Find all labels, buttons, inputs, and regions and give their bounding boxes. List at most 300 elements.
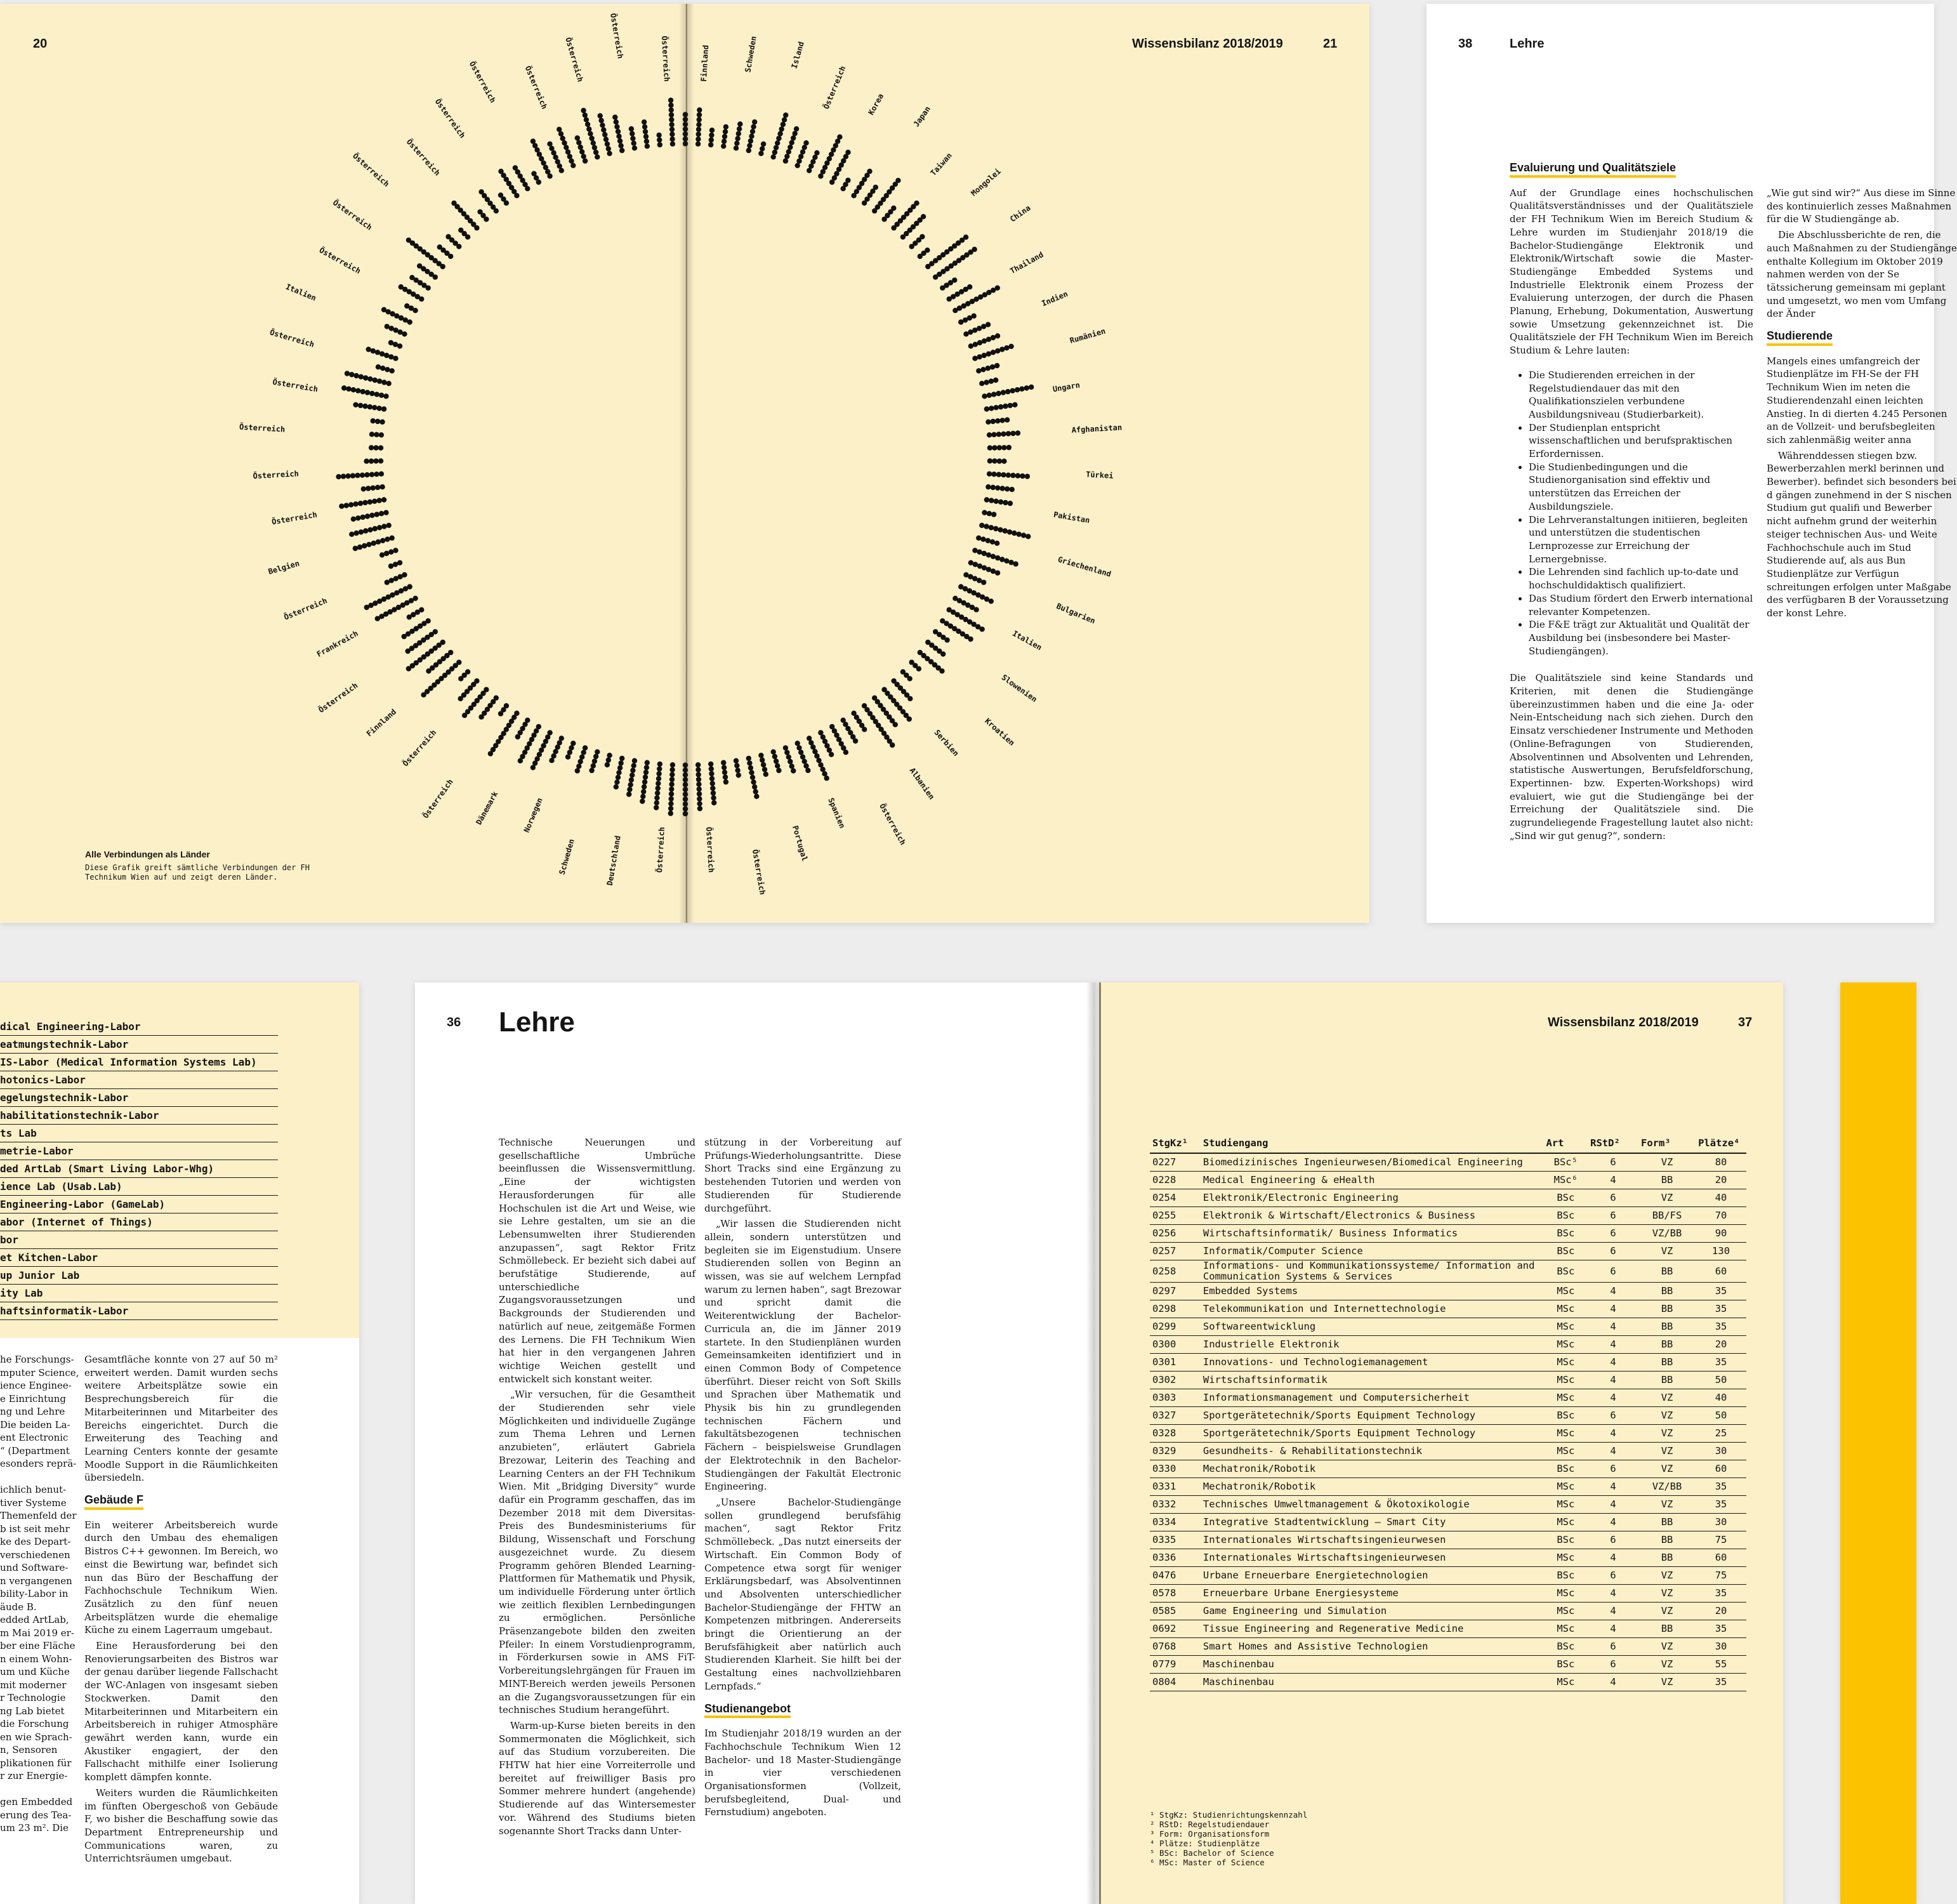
table-cell: Smart Homes and Assistive Technologien (1201, 1638, 1544, 1656)
connection-dot (374, 472, 379, 477)
table-cell: BB (1638, 1172, 1696, 1189)
connection-dot (786, 755, 791, 760)
connection-dot (697, 797, 702, 802)
connection-dot (618, 760, 623, 765)
lab-item: ded ArtLab (Smart Living Labor-Whg) (0, 1160, 278, 1178)
table-cell: 4 (1588, 1336, 1638, 1354)
text-line: ng Lab bietet (0, 1705, 65, 1717)
connection-dot (668, 801, 673, 806)
connection-dot (358, 501, 363, 506)
connection-dot (737, 121, 742, 126)
table-cell: BSc (1544, 1260, 1588, 1283)
text-line (0, 1471, 79, 1484)
table-cell: 0301 (1150, 1354, 1201, 1372)
table-cell: 30 (1696, 1443, 1746, 1460)
lab-item: up Junior Lab (0, 1267, 278, 1285)
table-cell: Maschinenbau (1201, 1656, 1544, 1674)
connection-dot (557, 127, 562, 132)
table-cell: Gesundheits- & Rehabilitationstechnik (1201, 1443, 1544, 1460)
table-cell: BSc (1544, 1407, 1588, 1425)
table-cell: 50 (1696, 1407, 1746, 1425)
running-header: Lehre (1510, 37, 1545, 51)
lab-item: bor (0, 1231, 278, 1249)
page-number-left: 20 (33, 37, 48, 51)
connection-dot (736, 131, 741, 136)
table-cell: 4 (1588, 1318, 1638, 1336)
connection-dot (985, 420, 991, 425)
connection-dot (657, 142, 662, 147)
list-item: • Die F&E trägt zur Aktualität und Qualität der Ausbildung bei (insbesondere bei Master-Studiengängen). (1529, 618, 1753, 658)
table-row (1150, 1425, 1746, 1443)
connection-dot (656, 133, 661, 138)
table-row (1150, 1443, 1746, 1460)
table-row (1150, 1478, 1746, 1496)
table-cell: 6 (1588, 1189, 1638, 1207)
country-label: Österreich (350, 151, 392, 189)
connection-dot (734, 141, 739, 146)
connection-dot (989, 598, 994, 604)
text-line: ience Enginee- (0, 1380, 72, 1391)
connection-dot (722, 770, 727, 775)
connection-dot (683, 782, 688, 787)
connection-dot (683, 802, 688, 807)
connection-dot (992, 458, 997, 463)
connection-dot (972, 314, 977, 319)
connection-dot (980, 367, 985, 372)
connection-dot (1000, 486, 1005, 491)
connection-dot (993, 378, 998, 383)
table-cell: 0227 (1150, 1153, 1201, 1172)
connection-dot (987, 472, 992, 477)
connection-dot (379, 484, 385, 489)
table-cell: 0336 (1150, 1549, 1201, 1567)
connection-dot (1003, 404, 1008, 409)
connection-dot (914, 201, 919, 206)
connection-dot (746, 756, 751, 761)
connection-dot (1025, 534, 1031, 539)
table-cell: 60 (1696, 1549, 1746, 1567)
connection-dot (814, 150, 819, 155)
connection-dot (386, 523, 392, 528)
connection-dot (589, 136, 594, 141)
table-cell: BSc (1544, 1567, 1588, 1585)
table-cell: 50 (1696, 1372, 1746, 1389)
spread-top (0, 4, 1369, 923)
connection-dot (1001, 459, 1006, 464)
connection-dot (642, 124, 647, 129)
connection-dot (365, 513, 370, 519)
lab-item: Engineering-Labor (GameLab) (0, 1196, 278, 1213)
connection-dot (371, 486, 376, 491)
table-cell: 0692 (1150, 1620, 1201, 1638)
programmes-table (1150, 1134, 1746, 1691)
country-label: Österreich (282, 596, 329, 622)
connection-dot (1001, 390, 1006, 395)
connection-dot (363, 528, 368, 533)
table-cell: 0257 (1150, 1243, 1201, 1260)
connection-dot (642, 784, 647, 790)
connection-dot (377, 379, 382, 384)
connection-dot (531, 171, 536, 176)
connection-dot (987, 393, 992, 398)
table-row (1150, 1585, 1746, 1603)
table-cell: MSc (1544, 1603, 1588, 1620)
connection-dot (697, 801, 702, 806)
connection-dot (784, 154, 789, 159)
country-label: China (1008, 203, 1032, 224)
table-cell: 30 (1696, 1638, 1746, 1656)
connection-dot (362, 543, 367, 548)
connection-dot (697, 107, 702, 112)
connection-dot (367, 376, 372, 381)
connection-dot (585, 122, 590, 127)
connection-dot (711, 790, 716, 795)
table-cell: 4 (1588, 1620, 1638, 1638)
connection-dot (997, 445, 1002, 450)
connection-dot (349, 532, 354, 537)
text-line: verschiedenen (0, 1549, 70, 1561)
country-label: Österreich (750, 849, 767, 896)
connection-dot (1011, 531, 1017, 536)
country-label: Italien (1011, 628, 1044, 652)
table-row (1150, 1283, 1746, 1300)
connection-dot (1005, 417, 1010, 422)
connection-dot (369, 458, 374, 463)
country-label: Ungarn (1051, 380, 1081, 394)
connection-dot (1010, 487, 1015, 492)
connection-dot (977, 550, 982, 555)
connection-dot (774, 145, 779, 150)
connection-dot (737, 126, 742, 131)
connection-dot (977, 354, 982, 359)
connection-dot (772, 754, 777, 759)
connection-dot (576, 140, 581, 145)
connection-dot (999, 557, 1005, 562)
country-label: Deutschland (605, 835, 623, 887)
connection-dot (458, 676, 463, 681)
connection-dot (683, 787, 688, 792)
text-line: Themenfeld der (0, 1510, 77, 1521)
lab-item: haftsinformatik-Labor (0, 1302, 278, 1320)
text-line: b ist seit mehr (0, 1523, 70, 1535)
connection-dot (379, 472, 384, 477)
connection-dot (994, 405, 999, 410)
connection-dot (378, 458, 383, 463)
connection-dot (803, 140, 808, 145)
connection-dot (381, 497, 386, 502)
connection-dot (794, 126, 799, 131)
connection-dot (336, 474, 341, 479)
table-cell: 0331 (1150, 1478, 1201, 1496)
connection-dot (385, 324, 390, 329)
connection-dot (377, 406, 382, 411)
connection-dot (478, 189, 484, 194)
table-cell: 35 (1696, 1300, 1746, 1318)
connection-dot (421, 692, 426, 697)
connection-dot (774, 758, 779, 764)
table-cell: Internationales Wirtschaftsingenieurwesen (1201, 1549, 1544, 1567)
connection-dot (996, 391, 1001, 396)
table-cell: MSc (1544, 1300, 1588, 1318)
table-cell: Internationales Wirtschaftsingenieurwesen (1201, 1531, 1544, 1549)
connection-dot (616, 129, 621, 134)
table-cell: 40 (1696, 1189, 1746, 1207)
connection-dot (669, 107, 674, 112)
text-line: ng und Lehre (0, 1406, 65, 1417)
country-label: Belgien (267, 559, 301, 576)
connection-dot (721, 760, 726, 765)
connection-dot (784, 750, 789, 755)
table-cell: Wirtschaftsinformatik (1201, 1372, 1544, 1389)
paragraph: Die Abschlussberichte de ren, die auch Maßnahmen zu der Studiengänge enthalte Kollegium im Oktober 2019 nahmen werden von der Se tätssicherung gemeinsam mi geplant und umgesetzt, wo men vom Umfang der Änder (1767, 229, 1957, 320)
connection-dot (386, 381, 392, 386)
text-line: m Mai 2019 er- (0, 1627, 74, 1639)
connection-dot (583, 112, 588, 117)
country-label: Slowenien (999, 673, 1039, 704)
connection-dot (437, 244, 442, 249)
table-cell: Maschinenbau (1201, 1674, 1544, 1691)
connection-dot (683, 136, 688, 142)
connection-dot (565, 754, 570, 759)
country-label: Thailand (1008, 250, 1045, 276)
connection-dot (345, 371, 350, 376)
text-line: um 23 m². Die (0, 1822, 69, 1834)
connection-dot (617, 765, 623, 770)
footnote: ⁵ BSc: Bachelor of Science (1150, 1848, 1274, 1858)
connection-dot (1017, 532, 1022, 537)
table-cell: VZ (1638, 1603, 1696, 1620)
text-line: ber eine Fläche (0, 1640, 76, 1651)
country-label: Frankreich (315, 628, 360, 659)
connection-dot (341, 473, 346, 479)
country-label: Albanien (907, 766, 937, 802)
connection-dot (351, 517, 356, 522)
table-cell: BSc (1544, 1531, 1588, 1549)
connection-dot (710, 786, 715, 791)
connection-dot (669, 791, 674, 797)
paragraph: Gesamtfläche konnte von 27 auf 50 m² erweitert werden. Damit wurden sechs weitere Arbeitsplätze sowie ein Besprechungsbereich für die Mitarbeiterinnen und Mitarbeiter des Bereichs eingerichtet. Durch die Erweiterung des Teaching and Learning Centers konnte der gesamte Moodle Support in die Räumlichkeiten übersiedeln. (84, 1354, 278, 1484)
connection-dot (379, 432, 384, 437)
connection-dot (654, 805, 659, 810)
connection-dot (388, 564, 393, 569)
connection-dot (1005, 486, 1010, 491)
table-cell: Wirtschaftsinformatik/ Business Informatics (1201, 1225, 1544, 1243)
connection-dot (1006, 431, 1011, 436)
connection-dot (787, 145, 793, 150)
table-cell: 4 (1588, 1496, 1638, 1514)
connection-dot (992, 445, 997, 450)
table-cell: 4 (1588, 1603, 1638, 1620)
table-row (1150, 1496, 1746, 1514)
connection-dot (668, 103, 673, 108)
connection-dot (982, 510, 987, 515)
footnote: ¹ StgKz: Studienrichtungskennzahl (1150, 1810, 1308, 1820)
connection-dot (683, 777, 688, 782)
table-cell: VZ/BB (1638, 1225, 1696, 1243)
table-cell: 0258 (1150, 1260, 1201, 1283)
connection-dot (968, 637, 973, 642)
table-cell: BB (1638, 1620, 1696, 1638)
connection-dot (669, 786, 674, 791)
connection-dot (643, 129, 648, 134)
connection-dot (991, 512, 996, 517)
connection-dot (477, 209, 482, 215)
connection-dot (683, 117, 688, 122)
lab-item: abor (Internet of Things) (0, 1213, 278, 1231)
table-cell: Industrielle Elektronik (1201, 1336, 1544, 1354)
table-cell: 0228 (1150, 1172, 1201, 1189)
connection-dot (683, 806, 688, 811)
paragraph: Technische Neuerungen und gesellschaftliche Umbrüche beeinflussen die Wissensvermittlung. „Eine der wichtigsten Herausforderungen für alle Hochschulen ist die Art und Weise, wie sie Lehre gestalten, um sie an die Lebensumwelten ihrer Studierenden anzupassen“, sagt Rektor Fritz Schmöllebeck. Er bezieht sich dabei auf berufstätige Studierende, auf unterschiedliche Zugangsvoraussetzungen und Backgrounds der Studierenden und natürlich auf neue, zeitgemäße Formen des Lernens. Die FH Technikum Wien hat hier in den vergangenen Jahren wichtige Weichen gestellt und entwickelt sich konstant weiter. (499, 1137, 695, 1385)
connection-dot (606, 757, 611, 762)
country-label: Finnland (364, 707, 399, 739)
lab-item: habilitationstechnik-Labor (0, 1107, 278, 1125)
connection-dot (381, 307, 386, 312)
connection-dot (723, 124, 728, 129)
country-label: Österreich (704, 826, 716, 873)
connection-dot (399, 284, 404, 289)
table-cell: VZ (1638, 1443, 1696, 1460)
table-cell: 6 (1588, 1207, 1638, 1225)
col-header: Studiengang (1201, 1134, 1544, 1153)
text-line: Die beiden La- (0, 1418, 70, 1431)
table-cell: 0303 (1150, 1389, 1201, 1407)
connection-dot (991, 419, 996, 424)
connection-dot (683, 122, 688, 127)
text-column-a (0, 1353, 79, 1835)
connection-dot (644, 765, 649, 770)
connection-dot (363, 375, 368, 380)
list-item: • Die Lehrenden sind fachlich up-to-date und hochschuldidaktisch qualifiziert. (1529, 565, 1753, 592)
table-cell: Tissue Engineering and Regenerative Medicine (1201, 1620, 1544, 1638)
labs-list (0, 1018, 278, 1320)
country-label: Österreich (563, 36, 585, 83)
connection-dot (973, 607, 978, 612)
connection-dot (643, 134, 649, 139)
connection-dot (696, 772, 701, 777)
country-label: Österreich (404, 137, 442, 178)
text-line: mit moderner (0, 1679, 67, 1691)
connection-dot (1008, 501, 1013, 506)
connection-dot (576, 764, 581, 769)
connection-dot (498, 192, 503, 197)
connection-dot (683, 772, 688, 777)
table-row (1150, 1318, 1746, 1336)
table-cell: 0255 (1150, 1207, 1201, 1225)
caption-title: Alle Verbindungen als Länder (85, 849, 210, 859)
lab-item: metrie-Labor (0, 1142, 278, 1160)
country-label: Österreich (272, 377, 319, 394)
table-cell: MSc (1544, 1425, 1588, 1443)
connection-dot (683, 131, 688, 136)
connection-dot (353, 402, 358, 407)
connection-dot (1025, 473, 1030, 479)
connection-dot (591, 140, 596, 145)
connection-dot (867, 169, 872, 174)
country-label: Pakistan (1053, 510, 1091, 526)
connection-dot (984, 524, 989, 529)
page-title: Lehre (499, 1007, 575, 1038)
quality-goals-list (1510, 369, 1753, 658)
connection-dot (779, 126, 784, 131)
col-header: StgKz¹ (1150, 1134, 1201, 1153)
connection-dot (748, 138, 753, 143)
list-item: • Die Lehrveranstaltungen initiieren, begleiten und unterstützen die studentischen Lernprozesse zur Erreichung der Lernergebnisse. (1529, 513, 1753, 566)
col-header: Form³ (1638, 1134, 1696, 1153)
spine-line (1099, 982, 1101, 1904)
table-cell: 6 (1588, 1531, 1638, 1549)
connection-dot (1003, 528, 1008, 533)
country-label: Spanien (826, 796, 847, 830)
table-cell: VZ (1638, 1389, 1696, 1407)
connection-dot (1015, 473, 1020, 478)
connection-dot (873, 185, 878, 190)
table-cell: 4 (1588, 1585, 1638, 1603)
running-header: Wissensbilanz 2018/2019 (1548, 1015, 1699, 1029)
table-cell: 0298 (1150, 1300, 1201, 1318)
table-cell: BB (1638, 1300, 1696, 1318)
connection-dot (984, 380, 989, 385)
connection-dot (776, 136, 781, 141)
connection-dot (982, 393, 987, 399)
connection-dot (345, 473, 350, 479)
connection-dot (458, 228, 463, 233)
connection-dot (344, 503, 349, 508)
connection-dot (709, 776, 715, 781)
connection-dot (632, 758, 637, 764)
connection-dot (669, 127, 675, 132)
connection-dot (979, 523, 984, 528)
table-row (1150, 1620, 1746, 1638)
country-label: Finnland (699, 44, 711, 83)
connection-dot (1004, 345, 1009, 350)
connection-dot (710, 781, 715, 786)
country-label: Türkei (1085, 470, 1114, 480)
connection-dot (907, 676, 913, 681)
table-cell: 6 (1588, 1656, 1638, 1674)
table-cell: BSc (1544, 1207, 1588, 1225)
table-cell: 25 (1696, 1425, 1746, 1443)
connection-dot (616, 775, 621, 780)
lab-item: ity Lab (0, 1285, 278, 1302)
connection-dot (364, 472, 369, 477)
footnote: ³ Form: Organisationsform (1150, 1829, 1270, 1839)
table-cell: MSc (1544, 1496, 1588, 1514)
table-cell: 0300 (1150, 1336, 1201, 1354)
connection-dot (349, 372, 354, 377)
connection-dot (751, 124, 756, 129)
connection-dot (592, 145, 597, 150)
country-label: Österreich (821, 64, 848, 110)
connection-dot (798, 750, 803, 755)
list-item: • Die Studienbedingungen und die Studienorganisation sind effektiv und unterstützen das Erreichen der Ausbildungsziele. (1529, 461, 1753, 513)
connection-dot (762, 767, 767, 772)
table-row (1150, 1300, 1746, 1318)
table-cell: VZ (1638, 1638, 1696, 1656)
connection-dot (696, 131, 701, 136)
table-cell: 0297 (1150, 1283, 1201, 1300)
table-cell: MSc (1544, 1354, 1588, 1372)
text-column-2 (1767, 187, 1957, 623)
table-cell: BB (1638, 1549, 1696, 1567)
connection-dot (600, 122, 605, 128)
connection-dot (360, 389, 366, 394)
connection-dot (761, 762, 766, 767)
connection-dot (362, 404, 367, 409)
connection-dot (409, 275, 414, 280)
connection-dot (994, 541, 999, 546)
table-cell: BSc⁵ (1544, 1153, 1588, 1172)
